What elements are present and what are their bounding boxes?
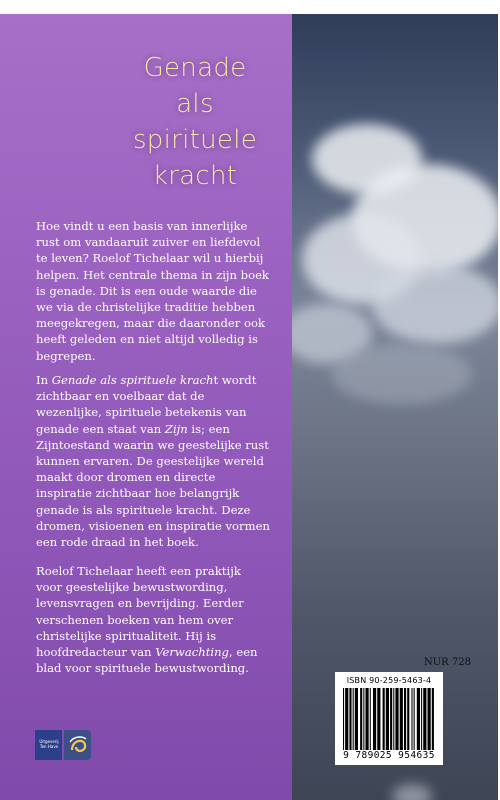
barcode-bar [360, 688, 362, 750]
publisher-logo-block [35, 730, 62, 760]
barcode-bar [373, 688, 376, 750]
barcode-bar [411, 688, 412, 750]
barcode-bar [370, 688, 371, 750]
barcode-bar [343, 688, 344, 750]
barcode-bar [355, 688, 358, 750]
barcode-bars [343, 688, 435, 750]
ean-number: 9 789025 954635 [343, 750, 435, 761]
p3-text-end: , een blad voor spirituele bewustwording. [36, 645, 258, 676]
publisher-logo-text: Uitgeverij Ten Have [39, 739, 59, 749]
p2-text-start: In [36, 373, 52, 387]
barcode-bar [407, 688, 409, 750]
title-line-3: spirituele [132, 125, 258, 155]
barcode-bar [417, 688, 420, 750]
publisher-logo [35, 730, 91, 760]
title-line-1: Genade [143, 53, 247, 83]
publisher-swirl-icon [64, 730, 91, 760]
p2-book-title: Genade als spirituele krach [51, 373, 214, 387]
barcode-bar [383, 688, 385, 750]
barcode-bar [377, 688, 380, 750]
barcode-bar [365, 688, 368, 750]
barcode-bar [349, 688, 351, 750]
title-line-4: kracht [152, 161, 238, 191]
author-bio-paragraph [36, 563, 270, 676]
barcode-bar [404, 688, 406, 750]
p2-text-end: is; een Zijntoestand waarin we geestelijke rust kunnen ervaren. De geestelijke wereld maakt door dromen en directe inspiratie zichtbaar hoe belangrijk genade is als spirituele kracht. Deze dromen, visioenen en inspiratie vormen een rode draad in het boek. [36, 421, 270, 550]
title-line-2: als [176, 89, 214, 119]
p3-text-start: Roelof Tichelaar heeft een praktijk voor geestelijke bewustwording, levensvragen en bevrijding. Eerder verschenen boeken van hem over christelijke spiritualiteit. Hij is hoofdredacteur van [36, 564, 244, 660]
p3-magazine-title: Verwachting [155, 645, 229, 660]
barcode-bar [386, 688, 389, 750]
nur-code: NUR 728 [424, 657, 471, 668]
p2-text-middle: t wordt zichtbaar en voelbaar dat de wezenlijke, spirituele betekenis van genade een staat van [36, 373, 257, 436]
blurb-paragraph-2 [36, 372, 270, 550]
isbn-text: ISBN 90-259-5463-4 [346, 676, 432, 685]
barcode-bar [345, 688, 348, 750]
barcode-bar [393, 688, 394, 750]
blurb-paragraph-1: Hoe vindt u een basis van innerlijke rust om vandaaruit zuiver en liefdevol te leven? Roelof Tichelaar wil u hierbij helpen. Het centrale thema in zijn boek is genade. Dit is een oude waarde die we via de christelijke traditie hebben meegekregen, maar die daaronder ook heeft geleden en niet altijd volledig is begrepen. [36, 219, 269, 363]
barcode-bar [428, 688, 431, 750]
barcode-bar [400, 688, 403, 750]
p2-zijn-emphasis: Zijn [164, 421, 188, 436]
barcode-bar [414, 688, 415, 750]
book-title [110, 50, 280, 194]
barcode-bar [423, 688, 426, 750]
barcode-bar [395, 688, 398, 750]
barcode-bar [421, 688, 422, 750]
barcode-bar [363, 688, 364, 750]
barcode-bar [432, 688, 434, 750]
barcode-bar [353, 688, 354, 750]
barcode-label [335, 672, 443, 765]
barcode-bar [390, 688, 392, 750]
